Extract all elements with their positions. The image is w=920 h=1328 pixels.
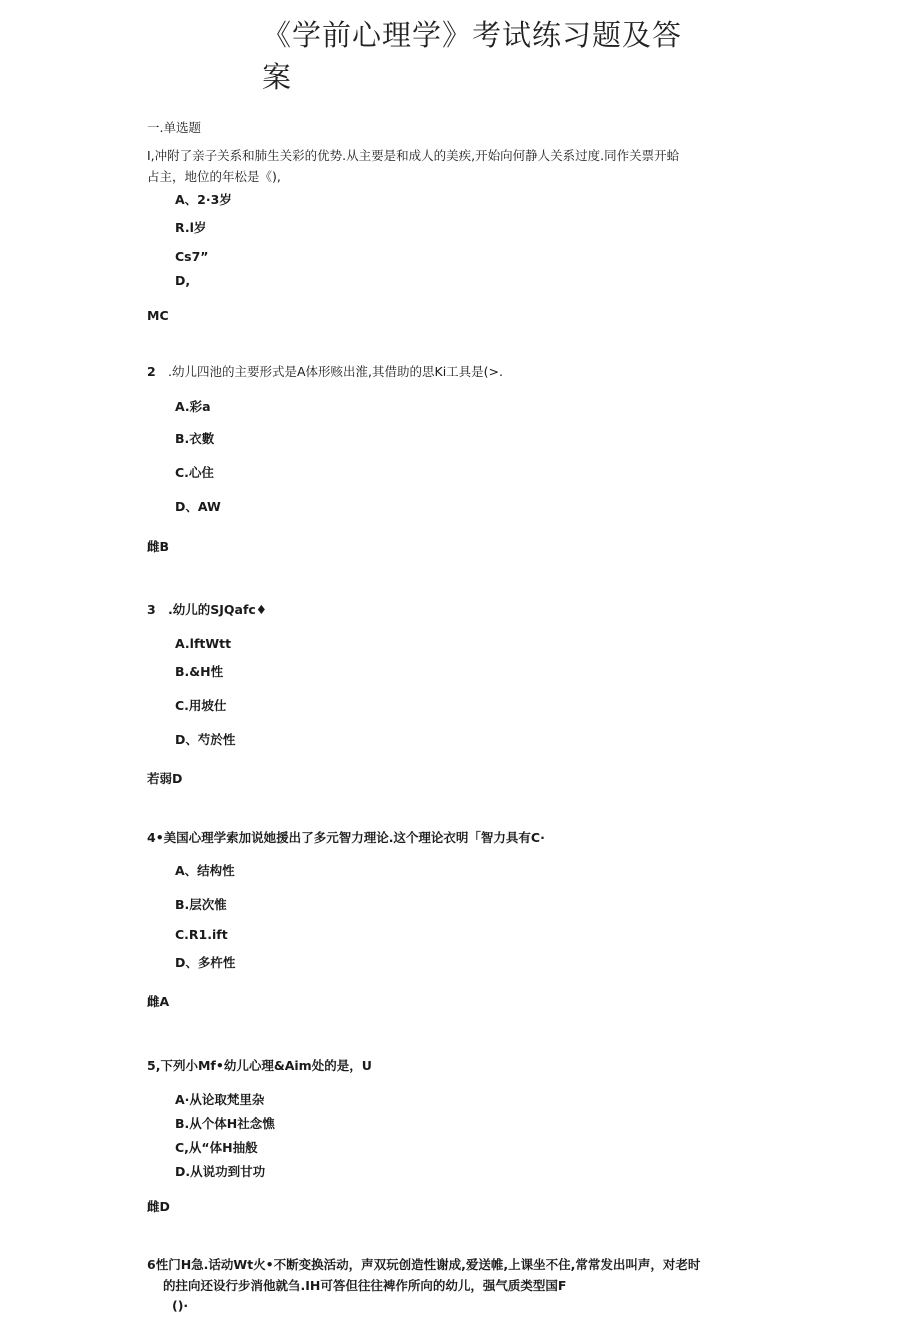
- question-2-number: 2: [147, 364, 156, 379]
- question-4-stem: 4•美国心理学索加说她援出了多元智力理论.这个理论衣明「智力具有C·: [147, 830, 545, 845]
- question-5-option-b: B.从个体H社念憔: [175, 1116, 275, 1131]
- question-2-option-b: B.衣數: [175, 431, 215, 446]
- question-5-option-d: D.从说功到甘功: [175, 1164, 266, 1179]
- question-2-option-c: C.心住: [175, 465, 214, 480]
- document-title: 《学前心理学》考试练习题及答案: [262, 18, 683, 94]
- question-3-option-b: B.&H性: [175, 664, 224, 679]
- question-4-option-a: A、结构性: [175, 863, 235, 878]
- question-1-option-c: Cs7”: [175, 249, 209, 264]
- question-4-answer: 雌A: [147, 994, 170, 1009]
- section-heading: 一.单选题: [147, 120, 201, 135]
- question-5-option-a: A·从论取梵里杂: [175, 1092, 265, 1107]
- question-1-option-a: A、2·3岁: [175, 192, 232, 207]
- question-3-option-a: A.lftWtt: [175, 636, 232, 651]
- question-2-answer: 雌B: [147, 539, 170, 554]
- question-6-stem-line-2: 的拄向还设行步消他就刍.IH可答但往往裨作所向的幼儿，强气质类型国F: [163, 1278, 567, 1293]
- question-3-option-c: C.用坡仕: [175, 698, 227, 713]
- question-3-option-d: D、芍於性: [175, 732, 236, 747]
- question-1-stem: I,冲附了亲子关系和肺生关彩的优势.从主要是和成人的美疾,开始向何静人关系过度.同作关票开蛤占主，地位的年松是《),: [147, 148, 680, 184]
- question-6-stem-line-1: 6性门H急.话动Wt火•不断变换活动，声双玩创造性谢成,爱送帷,上课坐不住,常常发出叫声，对老时: [147, 1257, 701, 1272]
- question-3-stem: .幼儿的SJQafc♦: [168, 602, 268, 617]
- question-3-number: 3: [147, 602, 156, 617]
- question-4-option-c: C.R1.ift: [175, 927, 228, 942]
- question-6-stem-line-3: ()·: [172, 1298, 189, 1313]
- question-2-option-d: D、AW: [175, 499, 221, 514]
- question-2-stem: .幼儿四池的主要形式是A体形赅出淮,其借助的思Ki工具是(>.: [168, 364, 503, 379]
- question-5-answer: 雌D: [147, 1199, 170, 1214]
- question-4-option-d: D、多杵性: [175, 955, 236, 970]
- question-3-answer: 若弱D: [147, 771, 183, 786]
- question-1-option-b: R.l岁: [175, 220, 207, 235]
- question-5-option-c: C,从“体H抽般: [175, 1140, 258, 1155]
- question-4-option-b: B.层次惟: [175, 897, 227, 912]
- question-1-option-d: D,: [175, 273, 191, 288]
- question-2-option-a: A.彩a: [175, 399, 211, 414]
- question-1-answer: MC: [147, 308, 169, 323]
- question-5-stem: 5,下列小Mf•幼儿心理&Aim处的是，U: [147, 1058, 372, 1073]
